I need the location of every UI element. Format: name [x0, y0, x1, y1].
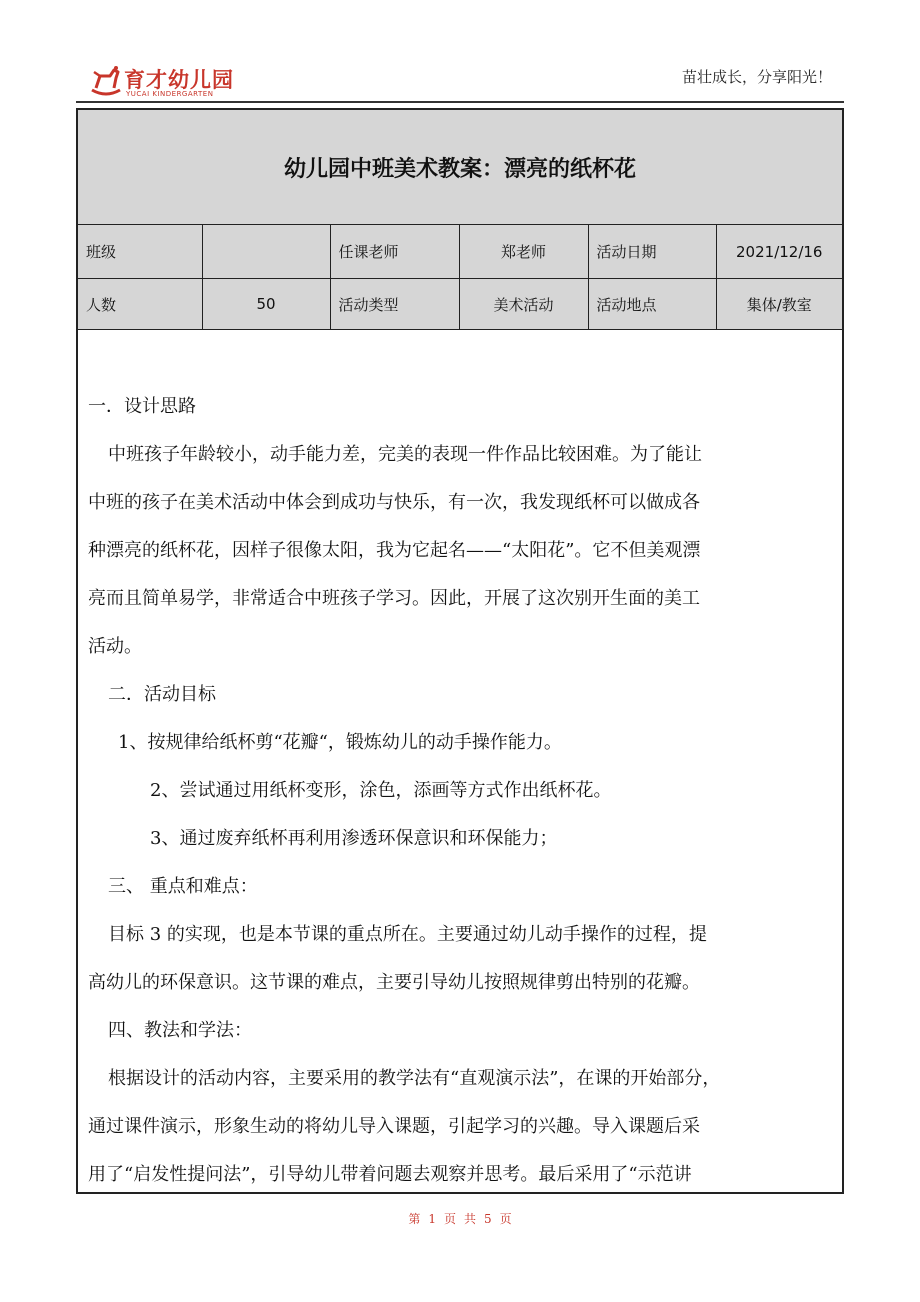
- page-label: 共: [464, 1212, 477, 1226]
- section-heading: 一．设计思路: [88, 396, 196, 417]
- count-value: 50: [202, 279, 330, 330]
- paragraph-line: 根据设计的活动内容，主要采用的教学法有“直观演示法”，在课的开始部分，: [108, 1068, 721, 1089]
- header-divider: [76, 101, 844, 103]
- table-row: [78, 279, 842, 330]
- page-label: 页: [499, 1212, 512, 1226]
- teacher-label: 任课老师: [330, 225, 459, 279]
- goal-item: 1、按规律给纸杯剪“花瓣“，锻炼幼儿的动手操作能力。: [118, 732, 562, 753]
- class-label: 班级: [78, 225, 202, 279]
- paragraph-line: 高幼儿的环保意识。这节课的难点，主要引导幼儿按照规律剪出特别的花瓣。: [88, 972, 700, 993]
- paragraph-line: 中班孩子年龄较小，动手能力差，完美的表现一件作品比较困难。为了能让: [108, 444, 702, 465]
- logo-subtitle: YUCAI KINDERGARTEN: [126, 90, 214, 98]
- paragraph-line: 通过课件演示，形象生动的将幼儿导入课题，引起学习的兴趣。导入课题后采: [88, 1116, 700, 1137]
- location-value: 集体/教室: [716, 279, 842, 330]
- section-heading: 二．活动目标: [108, 684, 216, 705]
- lesson-plan-form: [76, 108, 844, 1194]
- page-header: [0, 0, 920, 108]
- logo-name: 育才幼儿园: [124, 68, 234, 92]
- paragraph-line: 用了“启发性提问法”，引导幼儿带着问题去观察并思考。最后采用了“示范讲: [88, 1164, 692, 1185]
- class-value: [202, 225, 330, 279]
- page-current: 1: [428, 1212, 436, 1226]
- teacher-value: 郑老师: [459, 225, 588, 279]
- section-heading: 四、教法和学法：: [108, 1020, 252, 1041]
- goal-item: 3、通过废弃纸杯再利用渗透环保意识和环保能力；: [150, 828, 558, 849]
- page-label: 第: [408, 1212, 421, 1226]
- paragraph-line: 中班的孩子在美术活动中体会到成功与快乐，有一次，我发现纸杯可以做成各: [88, 492, 700, 513]
- paragraph-line: 亮而且简单易学，非常适合中班孩子学习。因此，开展了这次别开生面的美工: [88, 588, 700, 609]
- header-slogan: 苗壮成长，分享阳光！: [681, 68, 832, 86]
- page-total: 5: [484, 1212, 492, 1226]
- kindergarten-logo: [86, 60, 236, 104]
- document-title: 幼儿园中班美术教案：漂亮的纸杯花: [283, 156, 636, 182]
- paragraph-line: 目标 3 的实现，也是本节课的重点所在。主要通过幼儿动手操作的过程，提: [108, 924, 707, 945]
- date-value: 2021/12/16: [716, 225, 842, 279]
- paragraph-line: 种漂亮的纸杯花，因样子很像太阳，我为它起名——“太阳花”。它不但美观漂: [88, 540, 701, 561]
- date-label: 活动日期: [588, 225, 716, 279]
- title-cell: [78, 110, 842, 225]
- activity-type-label: 活动类型: [330, 279, 459, 330]
- goal-item: 2、尝试通过用纸杯变形，涂色，添画等方式作出纸杯花。: [150, 780, 612, 801]
- count-label: 人数: [78, 279, 202, 330]
- paragraph-line: 活动。: [88, 636, 142, 657]
- activity-type-value: 美术活动: [459, 279, 588, 330]
- page-footer: [0, 1210, 920, 1227]
- table-row: [78, 225, 842, 279]
- section-heading: 三、 重点和难点：: [108, 876, 258, 897]
- page-label: 页: [443, 1212, 456, 1226]
- info-table: [78, 225, 842, 330]
- location-label: 活动地点: [588, 279, 716, 330]
- rocking-horse-icon: [86, 60, 126, 100]
